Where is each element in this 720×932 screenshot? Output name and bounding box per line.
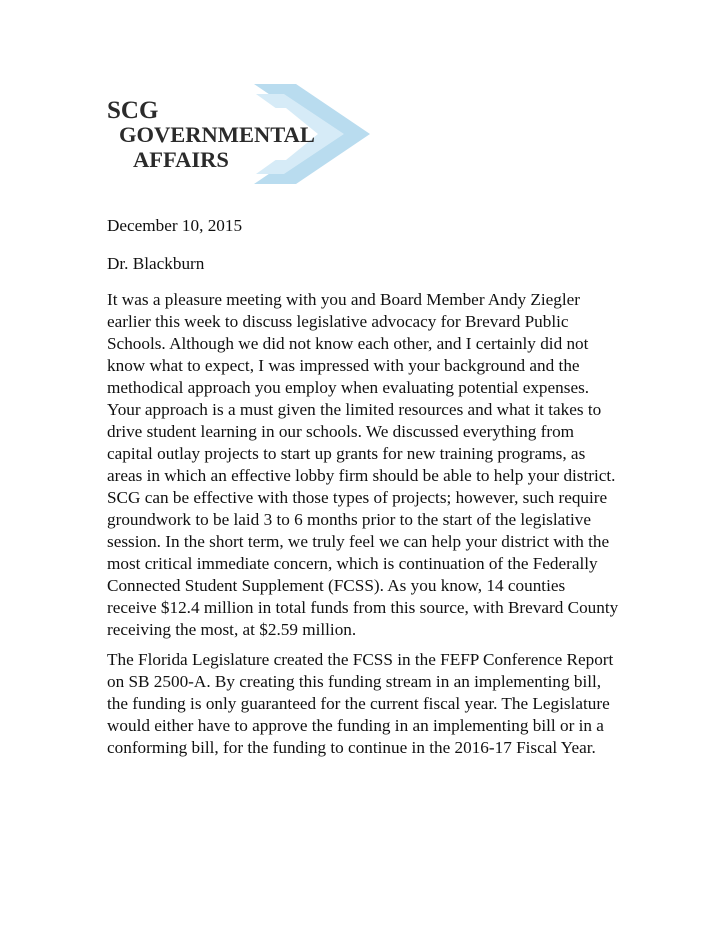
letter-salutation: Dr. Blackburn <box>107 254 205 273</box>
letter-paragraph-1: It was a pleasure meeting with you and Board Member Andy Ziegler earlier this week to discuss legislative advocacy for Brevard Public Schools. Although we did not know each other, and I certainly did not know what to expect, I was impressed with your background and the methodical approach you employ when evaluating potential expenses. Your approach is a must given the limited resources and what it takes to drive student learning in our schools. We discussed everything from capital outlay projects to start up grants for new training programs, as areas in which an effective lobby firm should be able to help your district. SCG can be effective with those types of projects; however, such require groundwork to be laid 3 to 6 months prior to the start of the legislative session. In the short term, we truly feel we can help your district with the most critical immediate concern, which is continuation of the Federally Connected Student Supplement (FCSS). As you know, 14 counties receive $12.4 million in total funds from this source, with Brevard County receiving the most, at $2.59 million. <box>107 290 619 639</box>
letter-date: December 10, 2015 <box>107 216 243 235</box>
scg-governmental-affairs-logo <box>106 84 372 184</box>
logo-line-1: SCG <box>107 97 159 124</box>
letter-paragraph-2: The Florida Legislature created the FCSS in the FEFP Conference Report on SB 2500-A. By creating this funding stream in an implementing bill, the funding is only guaranteed for the current fiscal year. The Legislature would either have to approve the funding in an implementing bill or in a conforming bill, for the funding to continue in the 2016-17 Fiscal Year. <box>107 650 614 757</box>
letter-body <box>107 215 619 759</box>
logo-line-3: AFFAIRS <box>133 147 229 172</box>
logo-line-2: GOVERNMENTAL <box>119 122 315 147</box>
logo-graphic <box>106 84 372 184</box>
